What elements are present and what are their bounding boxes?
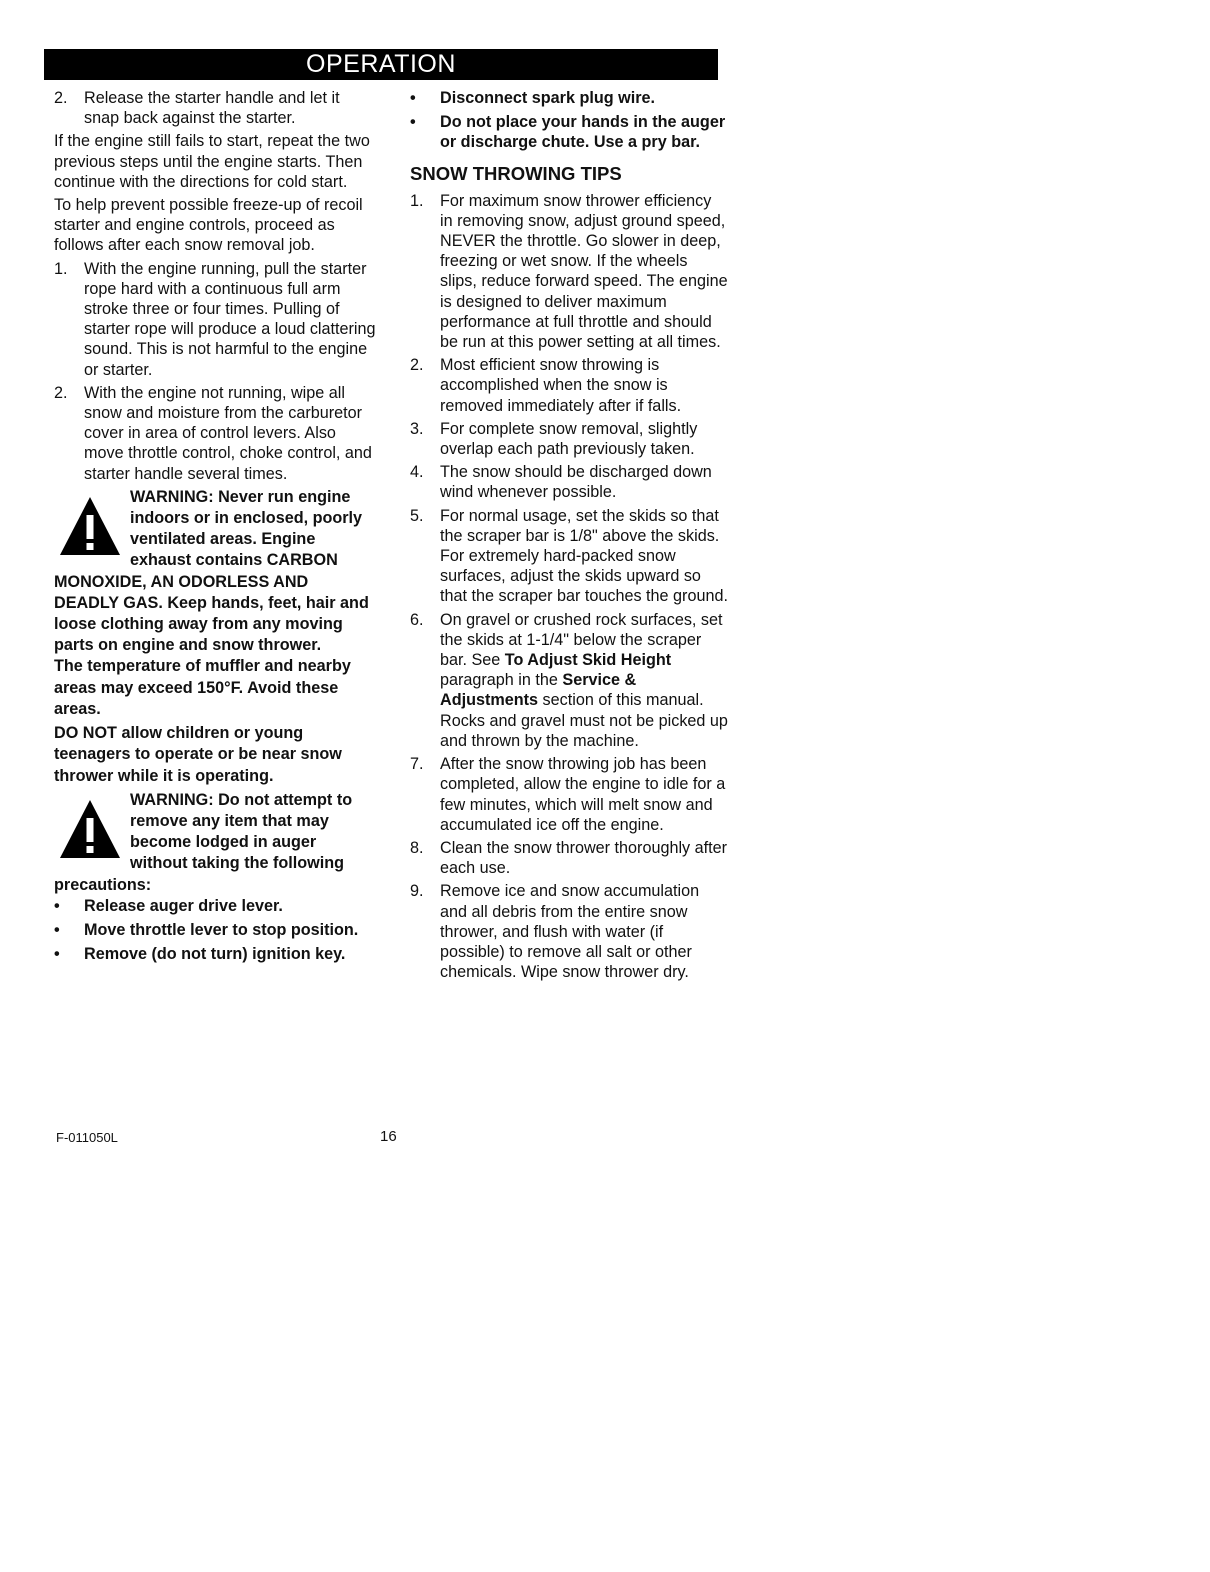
precaution-text: Move throttle lever to stop position.	[84, 920, 359, 939]
list-item	[410, 88, 728, 108]
list-item	[410, 191, 728, 353]
warning-block-auger	[54, 790, 376, 896]
bullet-icon: •	[54, 896, 60, 915]
step-text: With the engine running, pull the starter rope hard with a continuous full arm stroke three or four times. Pulling of starter rope will produce a loud clattering sound. This is not harmful to the engine or starter.	[84, 259, 376, 379]
reference-service-adjustments: Service & Adjustments	[440, 671, 637, 710]
step-number: 2.	[54, 383, 68, 402]
left-column	[54, 88, 376, 968]
warning-text-exhaust: WARNING: Never run engine indoors or in enclosed, poorly ventilated areas. Engine exhaust contains CARBON MONOXIDE, AN ODORLESS AND DEADLY GAS. Keep hands, feet, hair and loose clothing away from any moving parts on engine and snow thrower.	[54, 487, 369, 655]
tip-text: Clean the snow thrower thoroughly after each use.	[440, 838, 728, 878]
step-number: 1.	[54, 259, 68, 278]
tip-text: For normal usage, set the skids so that the scraper bar is 1/8" above the skids. For extremely hard-packed snow surfaces, adjust the skids upward so that the scraper bar touches the ground.	[440, 506, 728, 606]
tip-text-part: section of this manual. Rocks and gravel must not be picked up and thrown by the machine.	[440, 691, 728, 750]
tip-text: Most efficient snow throwing is accomplished when the snow is removed immediately after if falls.	[440, 356, 682, 415]
tip-number: 7.	[410, 755, 424, 774]
bullet-icon: •	[54, 920, 60, 939]
tip-number: 8.	[410, 838, 424, 857]
warning-text-temperature: The temperature of muffler and nearby areas may exceed 150°F. Avoid these areas.	[54, 657, 351, 718]
list-item	[410, 881, 728, 982]
tip-number: 5.	[410, 506, 424, 525]
list-item	[54, 944, 376, 964]
list-item	[410, 355, 728, 416]
warning-text-auger: WARNING: Do not attempt to remove any item that may become lodged in auger without taking the following precautions:	[54, 790, 353, 894]
warning-triangle-icon	[58, 798, 122, 862]
precaution-text: Release auger drive lever.	[84, 896, 283, 915]
list-item	[54, 88, 376, 128]
tip-text: The snow should be discharged down wind whenever possible.	[440, 463, 712, 502]
tip-number: 2.	[410, 356, 424, 375]
paragraph-retry: If the engine still fails to start, repeat the two previous steps until the engine starts. Then continue with the directions for cold start.	[54, 132, 370, 191]
list-item	[410, 462, 728, 502]
tip-number: 9.	[410, 882, 424, 901]
tip-text: Remove ice and snow accumulation and all debris from the entire snow thrower, and flush with water (if possible) to remove all salt or other chemicals. Wipe snow thrower dry.	[440, 882, 700, 982]
section-header: OPERATION	[44, 49, 718, 80]
page-number: 16	[380, 1128, 397, 1145]
warning-triangle-icon	[58, 495, 122, 559]
list-item	[410, 754, 728, 835]
footer-code: F-011050L	[56, 1130, 118, 1145]
warning-block-exhaust	[54, 487, 376, 657]
list-item	[54, 383, 376, 484]
bullet-icon: •	[410, 113, 416, 132]
list-item	[54, 896, 376, 916]
precaution-text: Do not place your hands in the auger or discharge chute. Use a pry bar.	[440, 113, 726, 152]
bullet-icon: •	[54, 945, 60, 964]
tip-text: For complete snow removal, slightly overlap each path previously taken.	[440, 419, 698, 459]
list-item	[54, 920, 376, 940]
step-text: Release the starter handle and let it snap back against the starter.	[84, 89, 340, 128]
precaution-text: Disconnect spark plug wire.	[440, 89, 655, 107]
bullet-icon: •	[410, 89, 416, 107]
tip-text-part: On gravel or crushed rock surfaces, set the skids at 1-1/4" below the scraper bar. See	[440, 610, 723, 670]
tip-text: For maximum snow thrower efficiency in removing snow, adjust ground speed, NEVER the throttle. Go slower in deep, freezing or wet snow. If the wheels slips, reduce forward speed. The engine is designed to deliver maximum performance at full throttle and should be run at this power setting at all times.	[440, 191, 728, 352]
paragraph-freeze-up: To help prevent possible freeze-up of recoil starter and engine controls, proceed as follows after each snow removal job.	[54, 196, 363, 255]
right-column	[410, 88, 728, 985]
list-item	[410, 112, 728, 152]
list-item	[410, 838, 728, 878]
list-item	[410, 419, 728, 459]
tip-number: 3.	[410, 419, 424, 438]
section-heading-snow-tips: SNOW THROWING TIPS	[410, 162, 622, 184]
list-item	[410, 506, 728, 607]
tip-number: 1.	[410, 191, 424, 210]
step-number: 2.	[54, 89, 68, 107]
tip-text-part: paragraph in the	[440, 671, 563, 690]
list-item	[54, 259, 376, 380]
tip-text	[440, 610, 728, 751]
step-text: With the engine not running, wipe all snow and moisture from the carburetor cover in area of control levers. Also move throttle control, choke control, and starter handle several times.	[84, 383, 372, 483]
reference-skid-height: To Adjust Skid Height	[504, 651, 672, 670]
tip-text: After the snow throwing job has been completed, allow the engine to idle for a few minutes, which will melt snow and accumulated ice off the engine.	[440, 755, 726, 834]
tip-number: 6.	[410, 610, 424, 629]
warning-text-children: DO NOT allow children or young teenagers to operate or be near snow thrower while it is operating.	[54, 724, 342, 785]
tip-number: 4.	[410, 463, 424, 482]
list-item	[410, 610, 728, 751]
precaution-text: Remove (do not turn) ignition key.	[84, 945, 346, 964]
